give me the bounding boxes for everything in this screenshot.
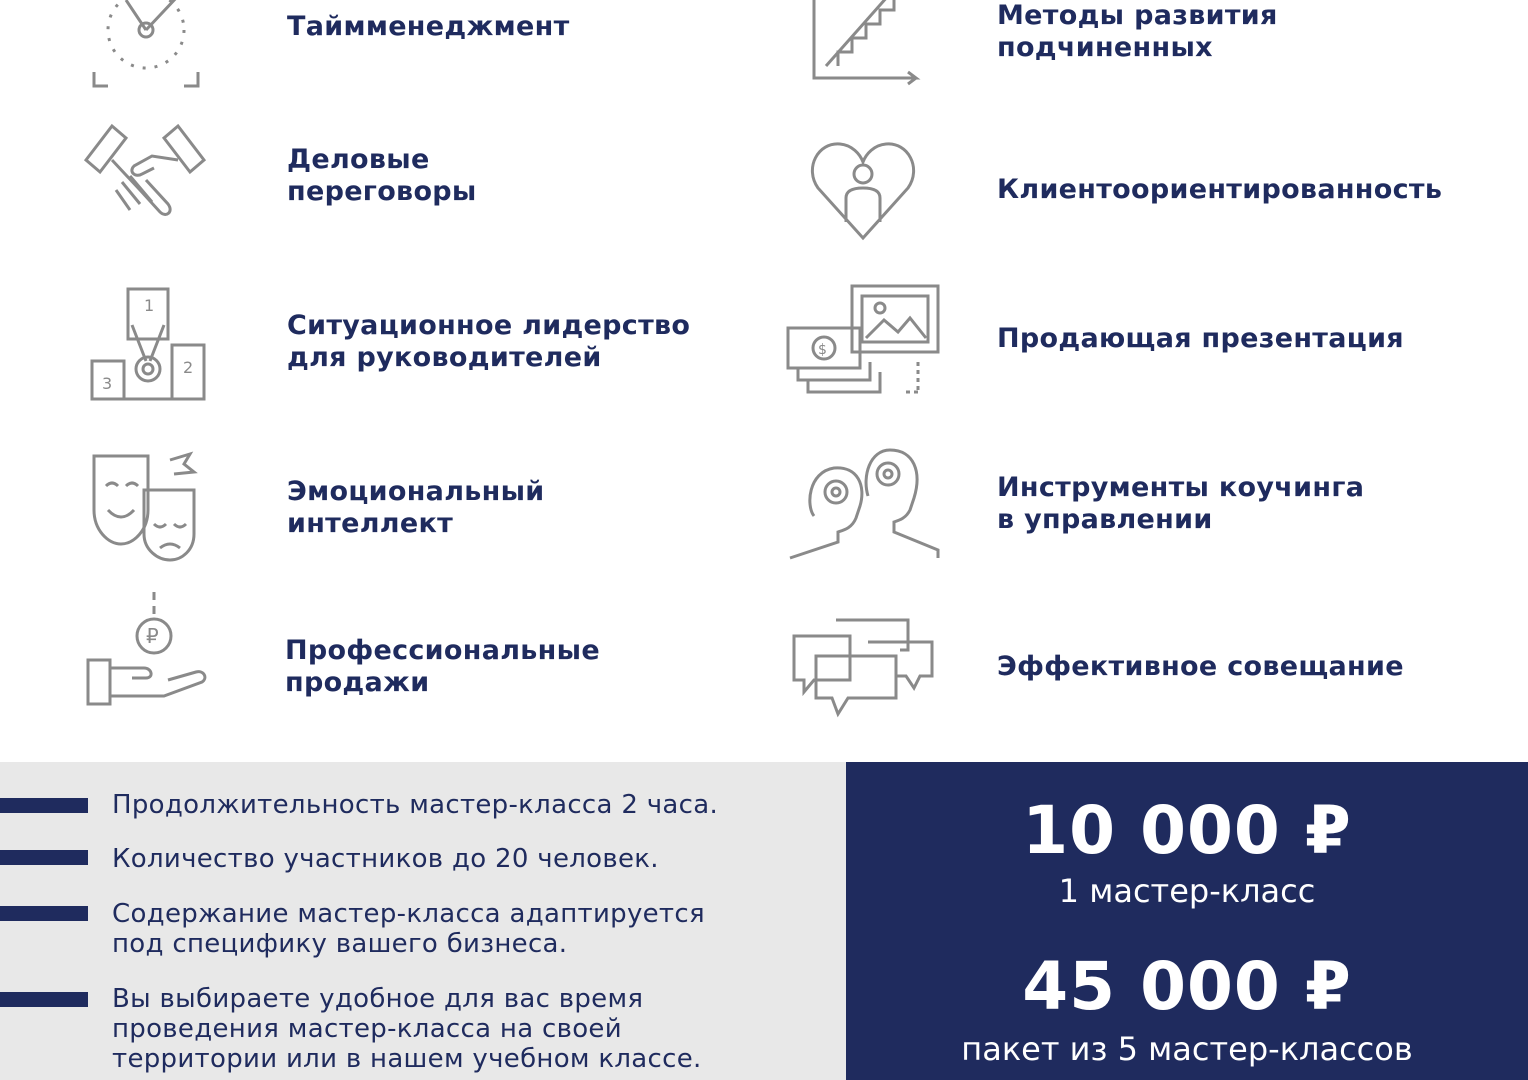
price-single: 10 000 ₽ [1022, 792, 1352, 869]
svg-text:3: 3 [102, 374, 113, 393]
stairs-growth-icon [808, 0, 924, 90]
theatre-masks-icon [90, 450, 202, 562]
info-item-content: Содержание мастер-класса адаптируется под специфику вашего бизнеса. [112, 899, 705, 959]
money-presentation-icon [784, 282, 942, 398]
svg-text:2: 2 [183, 358, 194, 377]
svg-text:$: $ [818, 342, 827, 358]
info-item-participants: Количество участников до 20 человек. [112, 844, 659, 874]
coaching-heads-icon [786, 446, 942, 562]
info-item-duration: Продолжительность мастер-класса 2 часа. [112, 790, 719, 820]
bullet-bar [0, 906, 88, 921]
topic-title-time-management: Таймменеджмент [287, 11, 570, 42]
bullet-bar [0, 850, 88, 865]
podium-medal-icon [88, 285, 208, 403]
info-item-schedule: Вы выбираете удобное для вас время проведения мастер-класса на своей территории или в нашем учебном классе. [112, 984, 702, 1074]
bullet-bar [0, 798, 88, 813]
topic-title-situational-leadership: Ситуационное лидерство для руководителей [287, 310, 691, 373]
price-package-caption: пакет из 5 мастер-классов [961, 1030, 1413, 1068]
clock-icon [86, 0, 206, 90]
topic-title-effective-meeting: Эффективное совещание [997, 651, 1404, 682]
handshake-icon [82, 120, 208, 235]
svg-text:₽: ₽ [146, 624, 159, 648]
info-panel [0, 762, 846, 1080]
topic-title-subordinate-development: Методы развития подчиненных [997, 0, 1278, 63]
topic-title-emotional-intelligence: Эмоциональный интеллект [287, 476, 545, 539]
svg-text:1: 1 [144, 296, 155, 315]
price-single-caption: 1 мастер-класс [1058, 872, 1316, 910]
hand-coin-icon [84, 590, 210, 708]
topic-title-selling-presentation: Продающая презентация [997, 323, 1404, 354]
price-package: 45 000 ₽ [1022, 948, 1352, 1025]
price-panel [846, 762, 1528, 1080]
topic-title-negotiations: Деловые переговоры [287, 144, 477, 207]
topic-title-client-orientation: Клиентоориентированность [997, 174, 1443, 205]
bullet-bar [0, 992, 88, 1007]
topic-title-coaching-tools: Инструменты коучинга в управлении [997, 472, 1365, 535]
topic-title-professional-sales: Профессиональные продажи [285, 635, 600, 698]
heart-person-icon [810, 138, 916, 242]
chat-bubbles-icon [790, 616, 936, 720]
